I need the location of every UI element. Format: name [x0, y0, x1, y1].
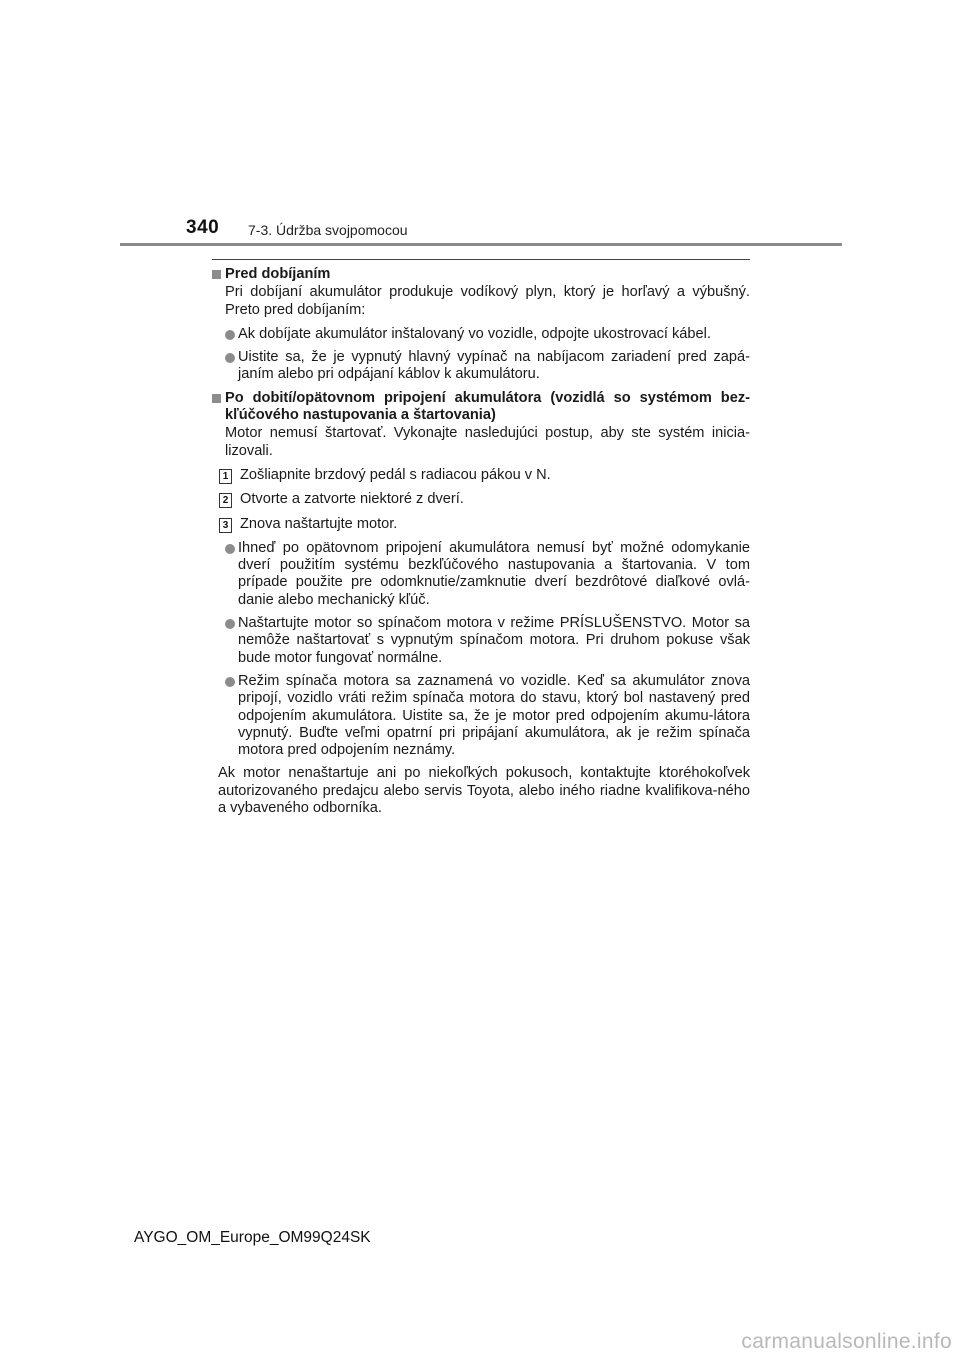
procedure-step	[212, 491, 750, 508]
round-bullet-icon	[225, 677, 235, 687]
list-item	[212, 326, 750, 343]
procedure-step	[212, 467, 750, 484]
list-item-text: Ak dobíjate akumulátor inštalovaný vo vozidle, odpojte ukostrovací kábel.	[238, 325, 711, 342]
page-content	[212, 266, 750, 824]
header-rule	[120, 243, 842, 246]
square-bullet-icon	[212, 270, 221, 279]
step-number-badge: 3	[219, 518, 232, 533]
section-title: 7-3. Údržba svojpomocou	[248, 222, 408, 238]
list-item	[212, 540, 750, 609]
list-item-text: Ihneď po opätovnom pripojení akumulátora nemusí byť možné odomykanie dverí použitím systému bezkľúčového nastupovania a štartovania. V tom prípade použite pre odomknutie/zamknutie dverí bezdrôtové diaľkové ovlá-danie alebo mechanický kľúč.	[238, 539, 750, 608]
page-number: 340	[186, 217, 220, 238]
round-bullet-icon	[225, 353, 235, 363]
step-text: Otvorte a zatvorte niektoré z dverí.	[240, 491, 464, 508]
step-text: Znova naštartujte motor.	[240, 515, 398, 532]
step-text: Zošliapnite brzdový pedál s radiacou pákou v N.	[240, 466, 551, 483]
list-item	[212, 349, 750, 384]
document-code-footer: AYGO_OM_Europe_OM99Q24SK	[134, 1229, 371, 1246]
round-bullet-icon	[225, 619, 235, 629]
list-item-text: Uistite sa, že je vypnutý hlavný vypínač na nabíjacom zariadení pred zapá-janím alebo pri odpájaní káblov k akumulátoru.	[238, 349, 750, 383]
section-heading-po-dobiti	[212, 390, 750, 425]
procedure-step	[212, 516, 750, 533]
list-item-text: Režim spínača motora sa zaznamená vo vozidle. Keď sa akumulátor znova pripojí, vozidlo vráti režim spínača motora do stavu, ktorý bol nastavený pred odpojením akumulátora. Uistite sa, že je motor pred odpojením akumu-látora vypnutý. Buďte veľmi opatrní pri pripájaní akumulátora, ak je režim spínača motora pred odpojením neznámy.	[238, 672, 750, 759]
closing-paragraph: Ak motor nenaštartuje ani po niekoľkých pokusoch, kontaktujte ktoréhokoľvek autorizovaného predajcu alebo servis Toyota, alebo iného riadne kvalifikova-ného a vybaveného odborníka.	[218, 765, 750, 817]
content-rule	[212, 259, 750, 260]
round-bullet-icon	[225, 330, 235, 340]
step-number-badge: 2	[219, 493, 232, 508]
list-item-text: Naštartujte motor so spínačom motora v režime PRÍSLUŠENSTVO. Motor sa nemôže naštartovať s vypnutým spínačom motora. Pri druhom pokuse však bude motor fungovať normálne.	[238, 615, 750, 666]
round-bullet-icon	[225, 544, 235, 554]
list-item	[212, 673, 750, 759]
section-intro: Motor nemusí štartovať. Vykonajte nasledujúci postup, aby ste systém inicia-lizovali.	[225, 425, 750, 459]
section-heading-text: Pred dobíjaním	[225, 266, 331, 282]
list-item	[212, 615, 750, 667]
section-intro: Pri dobíjaní akumulátor produkuje vodíkový plyn, ktorý je horľavý a výbušný. Preto pred dobíjaním:	[225, 284, 750, 318]
watermark: carmanualsonline.info	[741, 1330, 952, 1353]
section-heading-pred-dobijanim	[212, 266, 750, 283]
step-number-badge: 1	[219, 469, 232, 484]
section-heading-text: Po dobití/opätovnom pripojení akumulátora (vozidlá so systémom bez-kľúčového nastupovania a štartovania)	[225, 389, 750, 424]
square-bullet-icon	[212, 394, 221, 403]
